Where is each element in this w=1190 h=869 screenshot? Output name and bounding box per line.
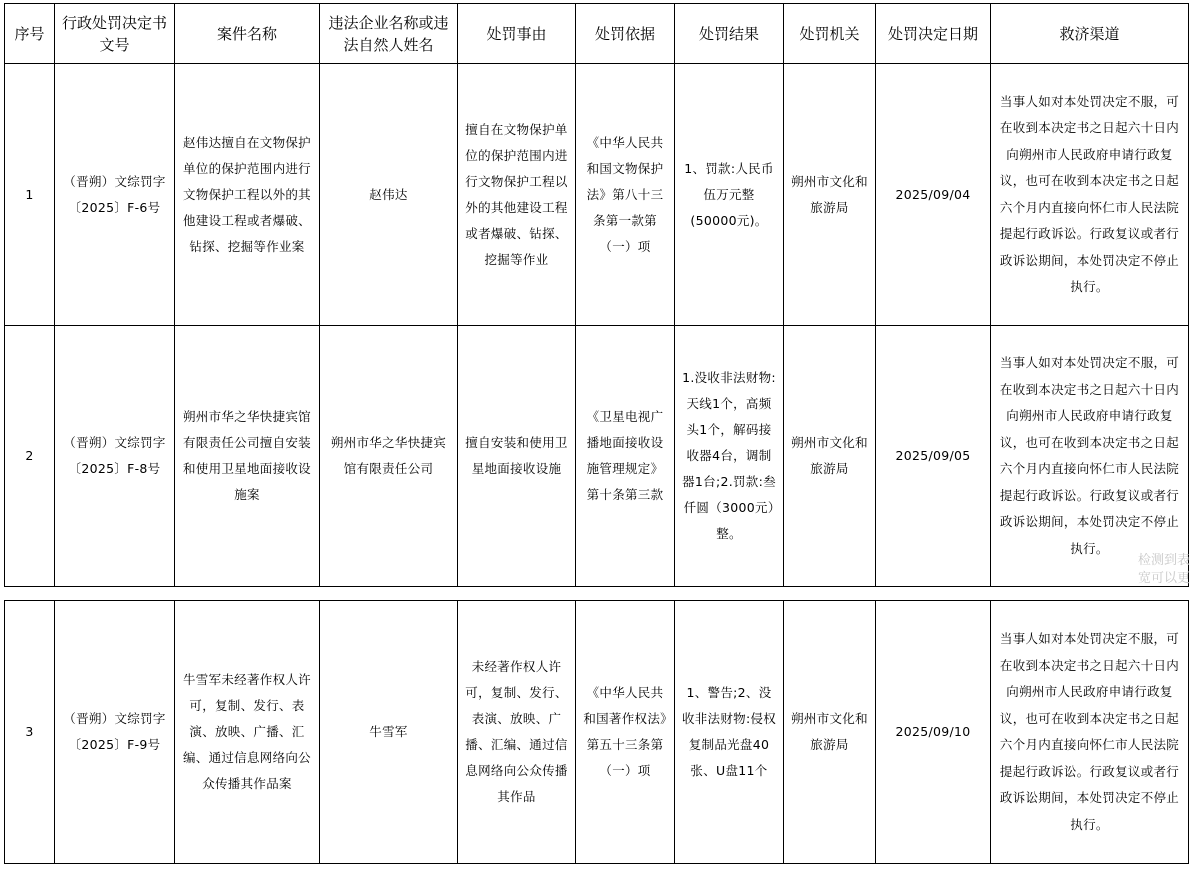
cell-doc-no: （晋朔）文综罚字〔2025〕F-9号	[55, 601, 175, 864]
header-party: 违法企业名称或违法自然人姓名	[320, 4, 458, 64]
cell-result: 1、警告;2、没收非法财物:侵权复制品光盘40张、U盘11个	[675, 601, 784, 864]
header-doc-no: 行政处罚决定书文号	[55, 4, 175, 64]
header-reason: 处罚事由	[458, 4, 576, 64]
cell-authority: 朔州市文化和旅游局	[784, 601, 876, 864]
cell-seq: 1	[5, 64, 55, 326]
cell-case-name: 朔州市华之华快捷宾馆有限责任公司擅自安装和使用卫星地面接收设施案	[175, 326, 320, 587]
header-result: 处罚结果	[675, 4, 784, 64]
cell-doc-no: （晋朔）文综罚字〔2025〕F-6号	[55, 64, 175, 326]
cell-remedy: 当事人如对本处罚决定不服，可在收到本决定书之日起六十日内向朔州市人民政府申请行政复议，也可在收到本决定书之日起六个月内直接向怀仁市人民法院提起行政诉讼。行政复议或者行政诉讼期间，本处罚决定不停止执行。	[991, 601, 1189, 864]
cell-case-name: 赵伟达擅自在文物保护单位的保护范围内进行文物保护工程以外的其他建设工程或者爆破、钻探、挖掘等作业案	[175, 64, 320, 326]
header-basis: 处罚依据	[576, 4, 675, 64]
cell-remedy: 当事人如对本处罚决定不服，可在收到本决定书之日起六十日内向朔州市人民政府申请行政复议，也可在收到本决定书之日起六个月内直接向怀仁市人民法院提起行政诉讼。行政复议或者行政诉讼期间，本处罚决定不停止执行。	[991, 326, 1189, 587]
cell-authority: 朔州市文化和旅游局	[784, 64, 876, 326]
header-authority: 处罚机关	[784, 4, 876, 64]
header-case-name: 案件名称	[175, 4, 320, 64]
cell-remedy: 当事人如对本处罚决定不服，可在收到本决定书之日起六十日内向朔州市人民政府申请行政复议，也可在收到本决定书之日起六个月内直接向怀仁市人民法院提起行政诉讼。行政复议或者行政诉讼期间，本处罚决定不停止执行。	[991, 64, 1189, 326]
cell-basis: 《卫星电视广播地面接收设施管理规定》第十条第三款	[576, 326, 675, 587]
cell-seq: 2	[5, 326, 55, 587]
header-seq: 序号	[5, 4, 55, 64]
cell-basis: 《中华人民共和国著作权法》第五十三条第（一）项	[576, 601, 675, 864]
header-date: 处罚决定日期	[876, 4, 991, 64]
cell-seq: 3	[5, 601, 55, 864]
cell-doc-no: （晋朔）文综罚字〔2025〕F-8号	[55, 326, 175, 587]
cell-reason: 未经著作权人许可，复制、发行、表演、放映、广播、汇编、通过信息网络向公众传播其作品	[458, 601, 576, 864]
cell-result: 1.没收非法财物:天线1个，高频头1个，解码接收器4台，调制器1台;2.罚款:叁仟圆（3000元）整。	[675, 326, 784, 587]
cell-date: 2025/09/05	[876, 326, 991, 587]
cell-authority: 朔州市文化和旅游局	[784, 326, 876, 587]
table-row	[5, 326, 1189, 587]
cell-date: 2025/09/10	[876, 601, 991, 864]
header-remedy: 救济渠道	[991, 4, 1189, 64]
table-row	[5, 64, 1189, 326]
table-row	[5, 601, 1189, 864]
cell-party: 朔州市华之华快捷宾馆有限责任公司	[320, 326, 458, 587]
cell-reason: 擅自在文物保护单位的保护范围内进行文物保护工程以外的其他建设工程或者爆破、钻探、挖掘等作业	[458, 64, 576, 326]
header-row	[5, 4, 1189, 64]
penalty-table-page-2	[4, 600, 1189, 864]
cell-reason: 擅自安装和使用卫星地面接收设施	[458, 326, 576, 587]
cell-basis: 《中华人民共和国文物保护法》第八十三条第一款第（一）项	[576, 64, 675, 326]
penalty-table-page-1	[4, 3, 1189, 587]
cell-party: 赵伟达	[320, 64, 458, 326]
cell-result: 1、罚款:人民币伍万元整(50000元)。	[675, 64, 784, 326]
cell-date: 2025/09/04	[876, 64, 991, 326]
cell-case-name: 牛雪军未经著作权人许可，复制、发行、表演、放映、广播、汇编、通过信息网络向公众传播其作品案	[175, 601, 320, 864]
notice-line-2: 宽可以更	[1137, 571, 1190, 586]
cell-party: 牛雪军	[320, 601, 458, 864]
notice-line-1: 检测到表	[1137, 553, 1190, 568]
